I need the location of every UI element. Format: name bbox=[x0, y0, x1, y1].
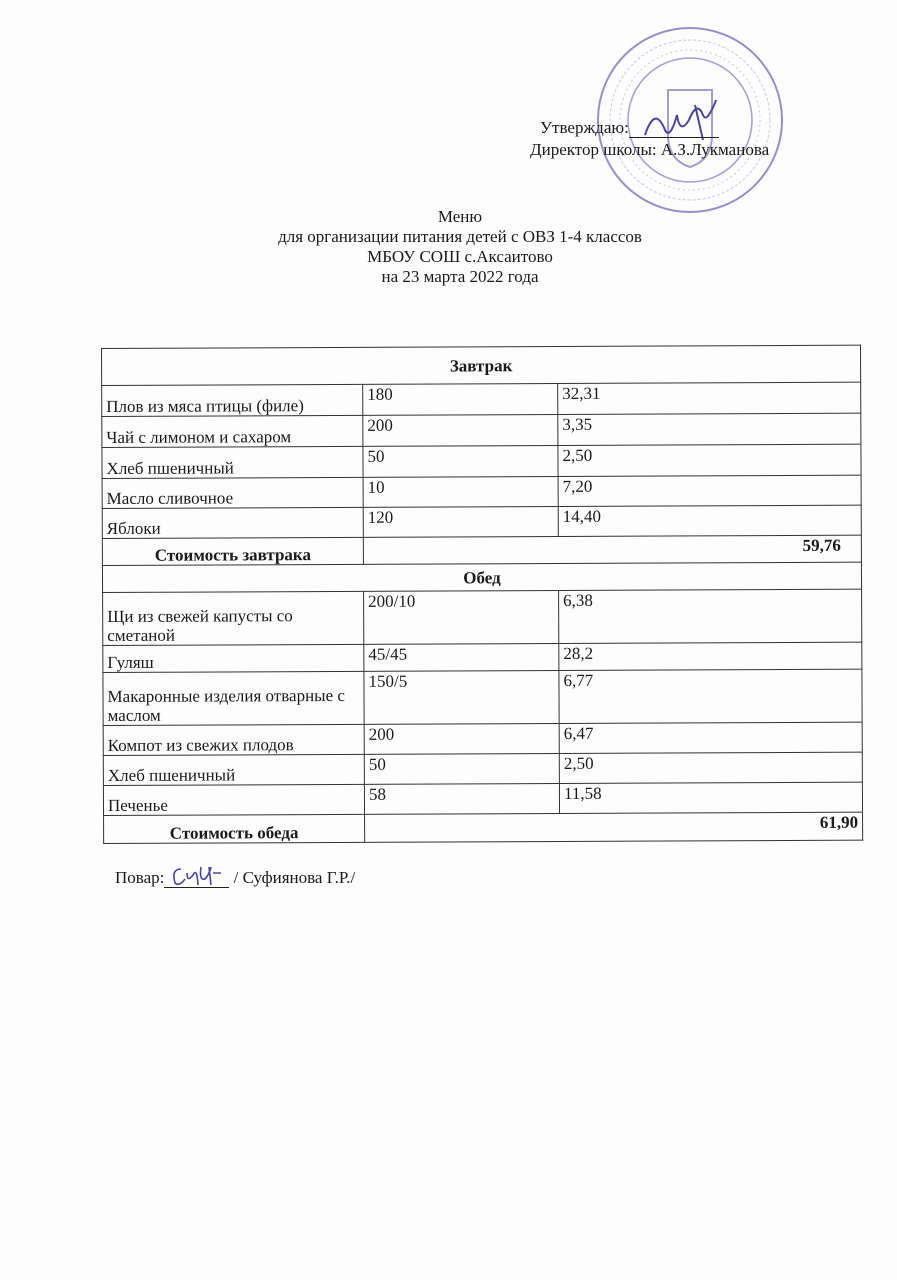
table-row bbox=[103, 669, 862, 725]
dish-weight: 200 bbox=[363, 415, 558, 447]
approval-line bbox=[540, 118, 719, 138]
dish-price: 32,31 bbox=[558, 382, 861, 414]
dish-price: 14,40 bbox=[558, 505, 861, 536]
approve-label: Утверждаю: bbox=[540, 118, 629, 137]
dish-weight: 120 bbox=[363, 507, 558, 538]
dish-name: Печенье bbox=[103, 784, 364, 815]
dish-price: 2,50 bbox=[559, 752, 862, 783]
school-name: МБОУ СОШ с.Аксаитово bbox=[367, 247, 553, 266]
dish-weight: 150/5 bbox=[364, 671, 559, 725]
dish-name: Макаронные изделия отварные с маслом bbox=[103, 671, 364, 725]
dish-name: Хлеб пшеничный bbox=[103, 754, 364, 785]
table-row bbox=[103, 589, 862, 645]
dish-weight: 50 bbox=[363, 446, 558, 478]
menu-title: Меню bbox=[437, 207, 483, 226]
dish-name: Гуляш bbox=[103, 644, 364, 672]
dish-weight: 50 bbox=[364, 754, 559, 785]
dish-weight: 200/10 bbox=[364, 591, 559, 645]
total-value: 59,76 bbox=[363, 535, 861, 564]
table-row bbox=[102, 505, 861, 538]
dish-weight: 180 bbox=[363, 384, 558, 416]
dish-weight: 10 bbox=[363, 477, 558, 508]
dish-price: 6,47 bbox=[559, 722, 862, 753]
dish-weight: 200 bbox=[364, 724, 559, 755]
table-row bbox=[103, 782, 862, 815]
total-label: Стоимость завтрака bbox=[102, 537, 363, 565]
total-value: 61,90 bbox=[365, 812, 863, 842]
table-row bbox=[103, 722, 862, 755]
cook-line bbox=[115, 868, 355, 888]
section-lunch: Обед bbox=[102, 562, 861, 592]
signature-line bbox=[629, 121, 719, 138]
section-breakfast: Завтрак bbox=[102, 345, 861, 385]
dish-name: Яблоки bbox=[102, 507, 363, 538]
table-row bbox=[102, 413, 861, 447]
breakfast-total-row bbox=[102, 535, 861, 565]
menu-date: на 23 марта 2022 года bbox=[381, 267, 539, 286]
dish-price: 7,20 bbox=[558, 475, 861, 506]
table-row bbox=[102, 444, 861, 478]
dish-weight: 58 bbox=[364, 784, 559, 815]
dish-name: Компот из свежих плодов bbox=[103, 724, 364, 755]
dish-price: 28,2 bbox=[559, 642, 862, 670]
dish-price: 11,58 bbox=[559, 782, 862, 813]
dish-name: Чай с лимоном и сахаром bbox=[102, 415, 363, 447]
dish-price: 6,77 bbox=[559, 669, 862, 723]
cook-label: Повар: bbox=[115, 868, 165, 887]
lunch-total-row bbox=[104, 812, 863, 843]
table-row bbox=[102, 382, 861, 416]
dish-weight: 45/45 bbox=[364, 644, 559, 672]
menu-table bbox=[101, 345, 863, 844]
table-row bbox=[102, 475, 861, 508]
dish-name: Щи из свежей капусты со сметаной bbox=[103, 591, 364, 645]
menu-subtitle: для организации питания детей с ОВЗ 1-4 классов bbox=[278, 227, 642, 246]
dish-price: 2,50 bbox=[558, 444, 861, 476]
table-row bbox=[103, 642, 862, 672]
cook-signature bbox=[169, 863, 224, 889]
cook-signature-line bbox=[164, 871, 229, 888]
dish-price: 6,38 bbox=[559, 589, 862, 643]
total-label: Стоимость обеда bbox=[104, 814, 365, 843]
dish-name: Масло сливочное bbox=[102, 477, 363, 508]
dish-name: Хлеб пшеничный bbox=[102, 446, 363, 478]
director-label: Директор школы: А.З.Лукманова bbox=[530, 140, 770, 159]
dish-price: 3,35 bbox=[558, 413, 861, 445]
cook-name: / Суфиянова Г.Р./ bbox=[233, 868, 356, 887]
dish-name: Плов из мяса птицы (филе) bbox=[102, 384, 363, 416]
table-row bbox=[103, 752, 862, 785]
